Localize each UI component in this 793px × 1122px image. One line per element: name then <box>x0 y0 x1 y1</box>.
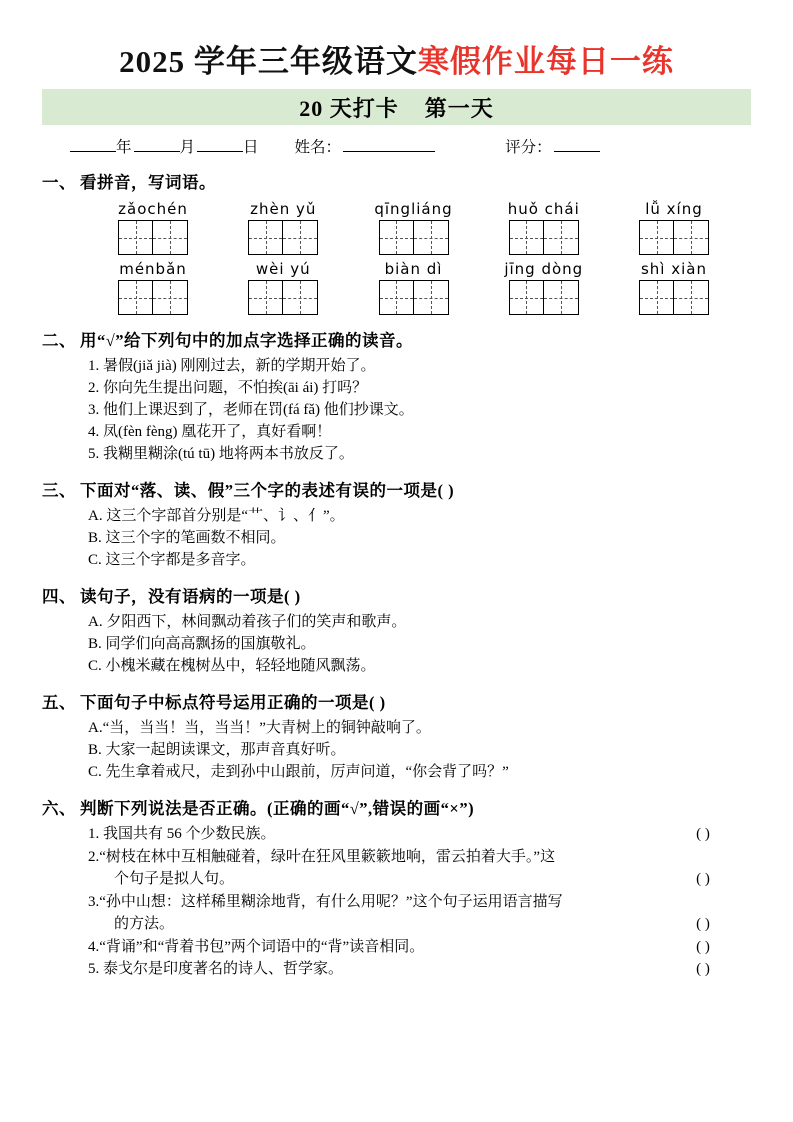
option-item[interactable]: B. 这三个字的笔画数不相同。 <box>88 530 286 546</box>
section-6-heading <box>42 795 751 819</box>
year-blank[interactable] <box>70 151 116 152</box>
option-item[interactable]: A. 夕阳西下，林间飘动着孩子们的笑声和歌声。 <box>88 614 407 630</box>
tianzige-group[interactable] <box>224 220 342 255</box>
section-3-items <box>42 505 751 571</box>
month-label: 月 <box>179 139 196 156</box>
truefalse-answer-box[interactable]: ( ) <box>696 871 710 887</box>
option-item[interactable]: B. 同学们向高高飘扬的国旗敬礼。 <box>88 636 316 652</box>
section-4-title: 读句子，没有语病的一项是( ) <box>80 587 301 606</box>
day-blank[interactable] <box>197 151 243 152</box>
truefalse-text: 4.“背诵”和“背着书包”两个词语中的“背”读音相同。 <box>88 938 425 955</box>
tianzige-cell[interactable] <box>248 280 283 315</box>
pinyin-cell <box>94 199 212 219</box>
tianzige-cell[interactable] <box>509 220 544 255</box>
tianzige-group[interactable] <box>355 220 473 255</box>
tianzige-group[interactable] <box>615 280 733 315</box>
truefalse-text: 3.“孙中山想：这样稀里糊涂地背，有什么用呢？”这个句子运用语言描写 <box>88 893 563 910</box>
tianzige-cell[interactable] <box>674 220 709 255</box>
option-item[interactable]: B. 大家一起朗读课文，那声音真好听。 <box>88 742 346 758</box>
section-3-title: 下面对“落、读、假”三个字的表述有误的一项是( ) <box>80 481 455 500</box>
section-4-number: 四、 <box>42 587 76 606</box>
truefalse-row[interactable] <box>42 891 751 914</box>
section-3-number: 三、 <box>42 481 76 500</box>
tianzige-cell[interactable] <box>283 220 318 255</box>
pinyin-text: wèi yú <box>255 260 311 278</box>
option-item[interactable]: C. 小槐米藏在槐树丛中，轻轻地随风飘荡。 <box>88 658 376 674</box>
pinyin-text: qīngliáng <box>374 200 453 218</box>
pinyin-cell <box>224 199 342 219</box>
pinyin-row-2 <box>42 259 751 279</box>
truefalse-answer-box[interactable]: ( ) <box>696 826 710 842</box>
truefalse-text-cont: 的方法。 <box>114 916 175 932</box>
tianzige-cell[interactable] <box>639 220 674 255</box>
pinyin-cell <box>615 199 733 219</box>
truefalse-answer-box[interactable]: ( ) <box>696 916 710 932</box>
truefalse-text-cont: 个句子是拟人句。 <box>114 871 235 887</box>
question-item[interactable]: 5. 我糊里糊涂(tú tū) 地将两本书放反了。 <box>88 446 354 462</box>
year-label: 年 <box>116 139 132 156</box>
month-blank[interactable] <box>134 151 180 152</box>
tianzige-cell[interactable] <box>414 220 449 255</box>
pinyin-text: huǒ chái <box>507 200 580 218</box>
section-5-title: 下面句子中标点符号运用正确的一项是( ) <box>80 693 386 712</box>
tianzige-group[interactable] <box>94 220 212 255</box>
tianzige-row-2 <box>42 280 751 315</box>
subtitle-right: 第一天 <box>424 95 494 121</box>
section-5-heading <box>42 689 751 713</box>
truefalse-answer-box[interactable]: ( ) <box>696 961 710 977</box>
tianzige-cell[interactable] <box>153 220 188 255</box>
pinyin-row-1 <box>42 199 751 219</box>
tianzige-group[interactable] <box>94 280 212 315</box>
tianzige-cell[interactable] <box>118 220 153 255</box>
section-3-heading <box>42 477 751 501</box>
tianzige-group[interactable] <box>615 220 733 255</box>
tianzige-cell[interactable] <box>639 280 674 315</box>
truefalse-text: 5. 泰戈尔是印度著名的诗人、哲学家。 <box>88 961 344 977</box>
section-4-items <box>42 611 751 677</box>
section-2-heading <box>42 327 751 351</box>
section-5-items <box>42 717 751 783</box>
tianzige-group[interactable] <box>485 220 603 255</box>
tianzige-group[interactable] <box>485 280 603 315</box>
tianzige-cell[interactable] <box>414 280 449 315</box>
truefalse-row[interactable] <box>42 846 751 869</box>
question-item[interactable]: 3. 他们上课迟到了，老师在罚(fá fǎ) 他们抄课文。 <box>88 402 414 418</box>
question-item[interactable]: 1. 暑假(jiǎ jià) 刚刚过去，新的学期开始了。 <box>88 358 376 374</box>
name-blank[interactable] <box>343 151 435 152</box>
pinyin-cell <box>224 259 342 279</box>
tianzige-group[interactable] <box>355 280 473 315</box>
section-6-number: 六、 <box>42 799 76 818</box>
pinyin-text: jīng dòng <box>504 260 584 278</box>
pinyin-text: lǚ xíng <box>645 200 703 218</box>
section-4-heading <box>42 583 751 607</box>
truefalse-row[interactable] <box>42 823 751 846</box>
option-item[interactable]: C. 先生拿着戒尺，走到孙中山跟前，厉声问道，“你会背了吗？” <box>88 764 509 780</box>
section-1-title: 看拼音，写词语。 <box>80 173 216 192</box>
question-item[interactable]: 4. 凤(fèn fèng) 凰花开了，真好看啊！ <box>88 424 332 440</box>
pinyin-text: zǎochén <box>118 200 188 218</box>
tianzige-group[interactable] <box>224 280 342 315</box>
pinyin-cell <box>94 259 212 279</box>
pinyin-text: shì xiàn <box>640 260 707 278</box>
truefalse-text: 2.“树枝在林中互相触碰着，绿叶在狂风里簌簌地响，雷云拍着大手。”这 <box>88 848 556 865</box>
option-item[interactable]: A.“当，当当！当，当当！”大青树上的铜钟敲响了。 <box>88 720 431 736</box>
score-blank[interactable] <box>554 151 600 152</box>
section-5-number: 五、 <box>42 693 76 712</box>
score-label: 评分： <box>505 139 552 156</box>
section-2-title: 用“√”给下列句中的加点字选择正确的读音。 <box>80 331 414 350</box>
tianzige-cell[interactable] <box>379 280 414 315</box>
section-2-items <box>42 355 751 465</box>
pinyin-cell <box>485 199 603 219</box>
tianzige-cell[interactable] <box>118 280 153 315</box>
pinyin-cell <box>355 199 473 219</box>
tianzige-cell[interactable] <box>153 280 188 315</box>
option-item[interactable]: C. 这三个字都是多音字。 <box>88 552 256 568</box>
day-label: 日 <box>243 139 259 156</box>
option-item[interactable]: A. 这三个字部首分别是“艹、讠、亻”。 <box>88 508 345 524</box>
section-6-items <box>42 823 751 981</box>
question-item[interactable]: 2. 你向先生提出问题，不怕挨(āi ái) 打吗？ <box>88 380 368 396</box>
section-1-number: 一、 <box>42 173 76 192</box>
truefalse-row[interactable] <box>42 958 751 981</box>
section-6-title: 判断下列说法是否正确。(正确的画“√”,错误的画“×”) <box>80 799 475 818</box>
section-2-number: 二、 <box>42 331 76 350</box>
tianzige-cell[interactable] <box>544 280 579 315</box>
subtitle-left: 20 天打卡 <box>299 95 399 121</box>
page-title-black: 2025 学年三年级语文 <box>119 44 418 79</box>
tianzige-cell[interactable] <box>544 220 579 255</box>
tianzige-cell[interactable] <box>283 280 318 315</box>
truefalse-text: 1. 我国共有 56 个少数民族。 <box>88 826 276 842</box>
tianzige-cell[interactable] <box>248 220 283 255</box>
tianzige-cell[interactable] <box>509 280 544 315</box>
truefalse-answer-box[interactable]: ( ) <box>696 938 710 955</box>
page-title <box>42 36 751 81</box>
tianzige-row-1 <box>42 220 751 255</box>
pinyin-cell <box>355 259 473 279</box>
student-info-line <box>42 135 751 157</box>
pinyin-writing-block <box>42 199 751 315</box>
tianzige-cell[interactable] <box>379 220 414 255</box>
pinyin-text: ménbǎn <box>119 260 187 278</box>
section-1-heading <box>42 169 751 193</box>
tianzige-cell[interactable] <box>674 280 709 315</box>
name-label: 姓名： <box>294 139 342 156</box>
page-title-red: 寒假作业每日一练 <box>417 44 674 79</box>
subtitle-band <box>42 89 751 125</box>
pinyin-text: zhèn yǔ <box>250 200 317 218</box>
truefalse-row-cont[interactable] <box>42 913 751 936</box>
truefalse-row-cont[interactable] <box>42 868 751 891</box>
pinyin-cell <box>485 259 603 279</box>
pinyin-cell <box>615 259 733 279</box>
truefalse-row[interactable] <box>42 936 751 959</box>
pinyin-text: biàn dì <box>384 260 443 278</box>
